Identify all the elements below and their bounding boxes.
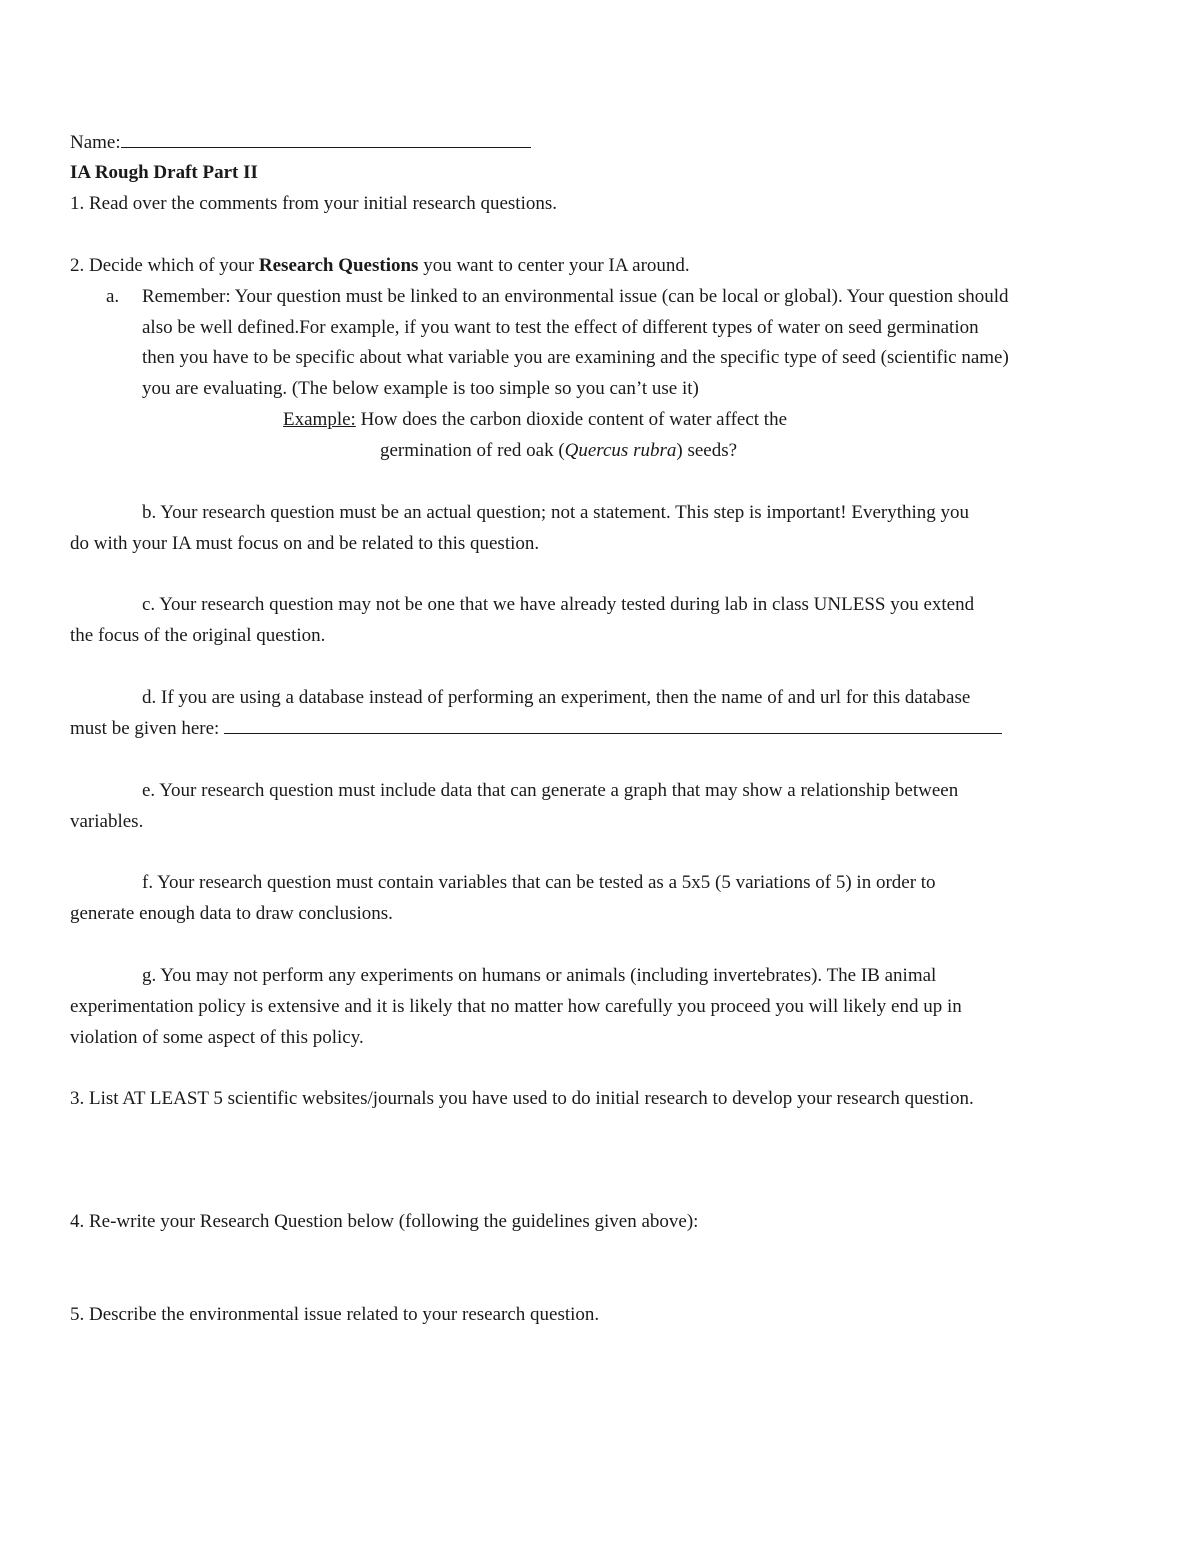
name-blank[interactable]	[121, 131, 531, 148]
item-a-line-4: you are evaluating. (The below example is too simple so you can’t use it)	[142, 378, 699, 399]
example-line-1	[283, 408, 787, 432]
document-title: IA Rough Draft Part II	[70, 162, 258, 183]
example-line-2	[380, 439, 737, 463]
item-d-label: must be given here:	[70, 718, 225, 739]
item-e-line-2: variables.	[70, 811, 144, 832]
example-species: Quercus rubra	[564, 440, 677, 461]
step-4: 4. Re-write your Research Question below (following the guidelines given above):	[70, 1211, 699, 1232]
step-3: 3. List AT LEAST 5 scientific websites/journals you have used to do initial research to develop your research question.	[70, 1088, 974, 1109]
item-e-line-1: e. Your research question must include data that can generate a graph that may show a relationship between	[142, 780, 959, 801]
item-a-marker: a.	[106, 286, 120, 307]
step-2-bold-term: Research Questions	[258, 255, 419, 276]
example-text-2-suffix: ) seeds?	[676, 440, 738, 461]
step-1: 1. Read over the comments from your initial research questions.	[70, 193, 558, 214]
item-a-line-2: also be well defined.For example, if you want to test the effect of different types of water on seed germination	[142, 317, 979, 338]
item-g-line-2: experimentation policy is extensive and it is likely that no matter how carefully you proceed you will likely end up in	[70, 996, 962, 1017]
step-2-suffix: you want to center your IA around.	[418, 255, 690, 276]
item-g-line-1: g. You may not perform any experiments on humans or animals (including invertebrates). The IB animal	[142, 965, 937, 986]
example-label: Example:	[283, 409, 356, 430]
item-b-line-2: do with your IA must focus on and be related to this question.	[70, 533, 540, 554]
item-d-line-1: d. If you are using a database instead of performing an experiment, then the name of and url for this database	[142, 687, 971, 708]
item-f-line-1: f. Your research question must contain variables that can be tested as a 5x5 (5 variations of 5) in order to	[142, 872, 936, 893]
example-text-2-prefix: germination of red oak (	[380, 440, 565, 461]
item-f-line-2: generate enough data to draw conclusions.	[70, 903, 393, 924]
item-g-line-3: violation of some aspect of this policy.	[70, 1027, 364, 1048]
step-2-prefix: 2. Decide which of your	[70, 255, 259, 276]
name-line	[70, 131, 531, 155]
item-c-line-1: c. Your research question may not be one that we have already tested during lab in class UNLESS you extend	[142, 594, 975, 615]
example-text-1: How does the carbon dioxide content of water affect the	[355, 409, 788, 430]
item-a-line-3: then you have to be specific about what variable you are examining and the specific type of seed (scientific name)	[142, 347, 1009, 368]
step-5: 5. Describe the environmental issue related to your research question.	[70, 1304, 600, 1325]
item-c-line-2: the focus of the original question.	[70, 625, 326, 646]
name-label: Name:	[70, 132, 121, 153]
database-url-blank[interactable]	[224, 717, 1002, 734]
item-d-line-2	[70, 717, 1002, 741]
step-2	[70, 254, 690, 278]
item-b-line-1: b. Your research question must be an actual question; not a statement. This step is important! Everything you	[142, 502, 970, 523]
item-a-line-1: Remember: Your question must be linked to an environmental issue (can be local or global). Your question should	[142, 286, 1009, 307]
